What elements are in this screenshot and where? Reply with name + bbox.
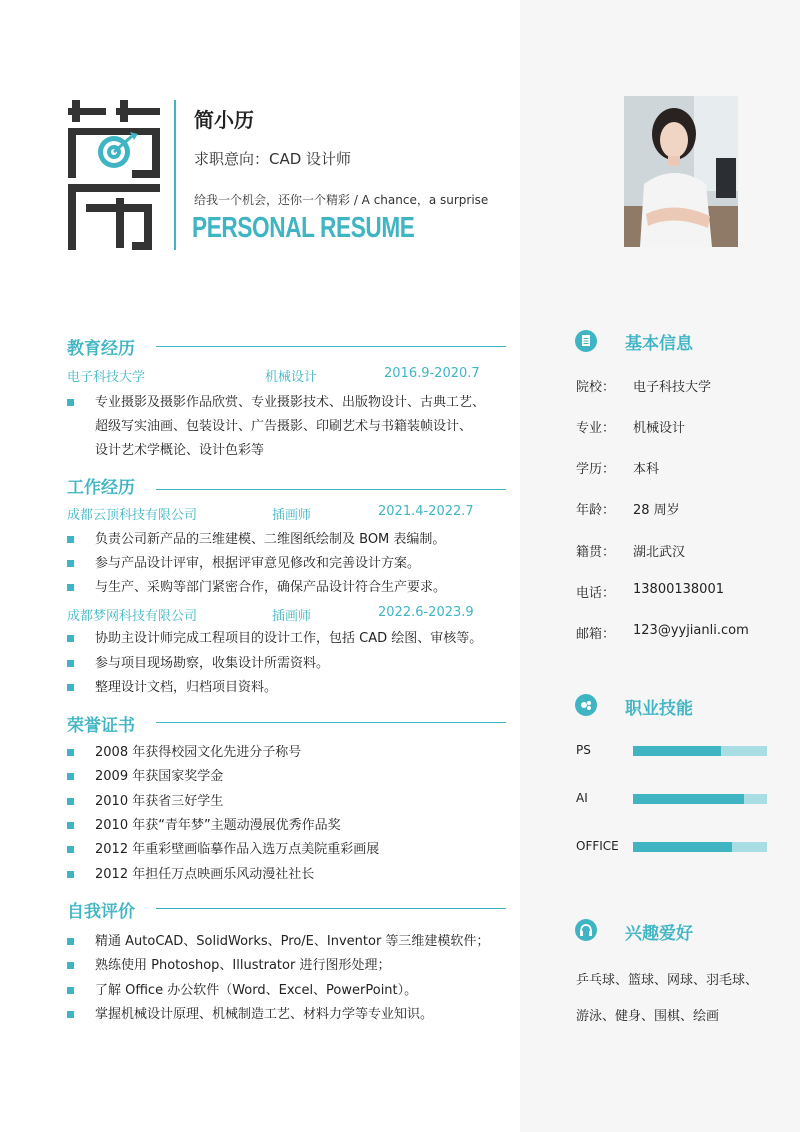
info-label: 年龄： [576,503,616,518]
job-intent: 求职意向：CAD 设计师 [194,150,352,168]
headphones-icon [575,919,597,941]
bullet-icon [67,749,74,756]
resume-title: PERSONAL RESUME [192,212,415,244]
job-period: 2021.4-2022.7 [378,504,474,519]
info-label: 籍贯： [576,545,616,560]
info-value: 13800138001 [633,582,724,597]
profile-photo [624,96,738,247]
job-item: 参与项目现场勘察，收集设计所需资料。 [95,656,330,671]
honor-item: 2009 年获国家奖学金 [95,769,224,784]
info-value: 湖北武汉 [633,545,686,560]
job-item: 整理设计文档，归档项目资料。 [95,680,278,695]
self-eval-item: 精通 AutoCAD、SolidWorks、Pro/E、Inventor 等三维建模软件； [95,934,490,949]
education-major: 机械设计 [265,370,318,385]
job-role: 插画师 [272,609,312,624]
bullet-icon [67,536,74,543]
work-title: 工作经历 [67,478,135,498]
portrait-icon [624,96,738,247]
education-period: 2016.9-2020.7 [384,366,480,381]
job-period: 2022.6-2023.9 [378,605,474,620]
bullet-icon [67,871,74,878]
skills-title: 职业技能 [625,699,693,719]
job-item: 负责公司新产品的三维建模、二维图纸绘制及 BOM 表编制。 [95,532,446,547]
bullet-icon [67,962,74,969]
candidate-name: 简小历 [194,108,254,132]
bullet-icon [67,846,74,853]
hobby-line: 游泳、健身、围棋、绘画 [576,1009,720,1024]
skill-bar [633,794,767,804]
self-eval-item: 熟练使用 Photoshop、Illustrator 进行图形处理； [95,958,391,973]
slogan: 给我一个机会，还你一个精彩 / A chance，a surprise [194,193,489,207]
self-eval-item: 了解 Office 办公软件（Word、Excel、PowerPoint）。 [95,983,418,998]
bullet-icon [67,560,74,567]
honor-item: 2012 年重彩壁画临摹作品入选万点美院重彩画展 [95,842,380,857]
job-role: 插画师 [272,508,312,523]
info-label: 专业： [576,421,616,436]
hobby-line: 乒乓球、篮球、网球、羽毛球、 [576,973,759,988]
skill-fill [633,746,721,756]
education-line: 超级写实油画、包装设计、广告摄影、印刷艺术与书籍装帧设计、 [95,419,473,434]
info-value: 28 周岁 [633,503,680,518]
education-school: 电子科技大学 [67,370,146,385]
skill-label: PS [576,743,591,757]
honor-item: 2010 年获“青年梦”主题动漫展优秀作品奖 [95,818,341,833]
bullet-icon [67,938,74,945]
section-divider [156,722,506,723]
skill-bar [633,746,767,756]
info-value: 本科 [633,462,660,477]
header-divider [174,100,176,250]
honor-item: 2010 年获省三好学生 [95,794,224,809]
info-label: 学历： [576,462,616,477]
hobbies-title: 兴趣爱好 [625,924,693,944]
info-label: 院校： [576,380,616,395]
job-company: 成都云顶科技有限公司 [67,508,198,523]
job-item: 与生产、采购等部门紧密合作，确保产品设计符合生产要求。 [95,580,447,595]
education-title: 教育经历 [67,339,135,359]
job-company: 成都梦网科技有限公司 [67,609,198,624]
bullet-icon [67,798,74,805]
info-value: 电子科技大学 [633,380,712,395]
bullet-icon [67,987,74,994]
bullet-icon [67,635,74,642]
bullet-icon [67,684,74,691]
skill-fill [633,842,732,852]
honors-title: 荣誉证书 [67,716,135,736]
bullet-icon [67,660,74,667]
bullet-icon [67,822,74,829]
honor-item: 2008 年获得校园文化先进分子称号 [95,745,302,760]
section-divider [156,489,506,490]
section-divider [156,908,506,909]
skill-label: OFFICE [576,839,619,853]
skill-label: AI [576,791,588,805]
self-eval-item: 掌握机械设计原理、机械制造工艺、材料力学等专业知识。 [95,1007,434,1022]
bullet-icon [67,584,74,591]
job-item: 参与产品设计评审，根据评审意见修改和完善设计方案。 [95,556,421,571]
honor-item: 2012 年担任万点映画乐风动漫社社长 [95,867,315,882]
logo-icon [68,100,160,250]
bullet-icon [67,399,74,406]
skill-bar [633,842,767,852]
bullet-icon [67,1011,74,1018]
education-line: 设计艺术学概论、设计色彩等 [95,443,265,458]
self-eval-title: 自我评价 [67,902,135,922]
section-divider [156,346,506,347]
palette-icon [575,694,597,716]
info-value: 机械设计 [633,421,686,436]
info-label: 电话： [576,586,616,601]
job-item: 协助主设计师完成工程项目的设计工作，包括 CAD 绘图、审核等。 [95,631,483,646]
education-line: 专业摄影及摄影作品欣赏、专业摄影技术、出版物设计、古典工艺、 [95,395,486,410]
document-icon [575,330,597,352]
skill-fill [633,794,744,804]
info-label: 邮箱： [576,627,616,642]
basic-info-title: 基本信息 [625,334,693,354]
info-value: 123@yyjianli.com [633,623,749,638]
bullet-icon [67,773,74,780]
